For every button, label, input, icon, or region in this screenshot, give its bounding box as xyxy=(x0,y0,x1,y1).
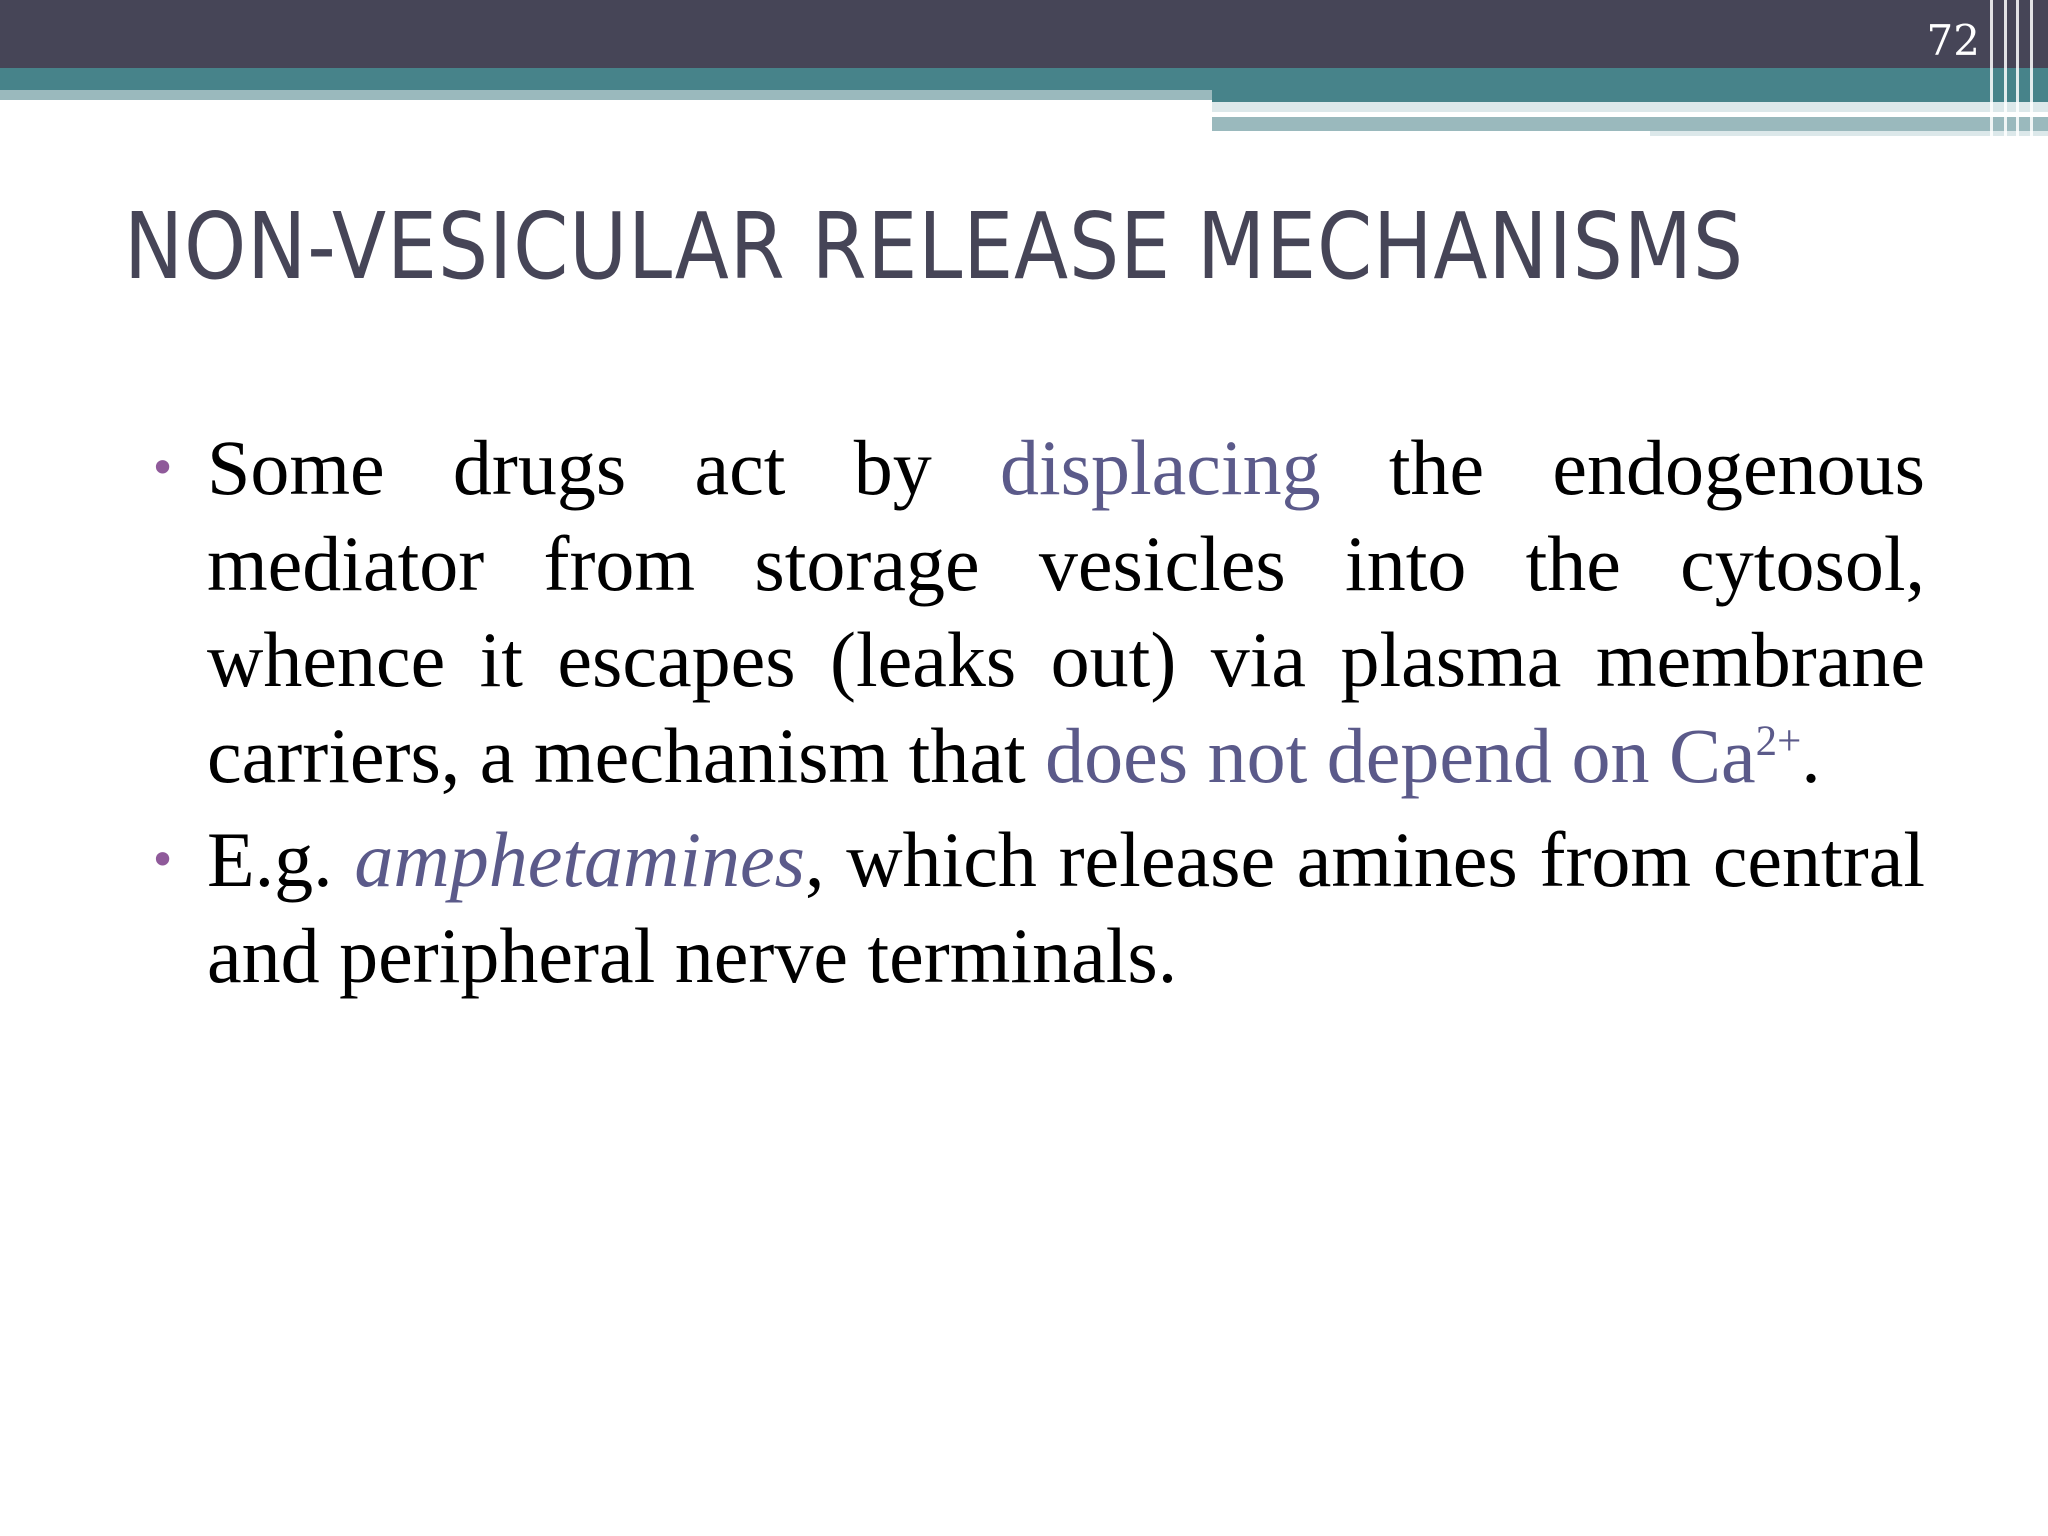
header-stripe xyxy=(2030,0,2033,136)
bullet-1-text-2: the endogenous mediator from storage vesicles into the cytosol, whence it escapes (leaks out) via plasma membrane carriers, a mechanism that xyxy=(207,424,1925,799)
bullet-item-2 xyxy=(145,812,1925,1004)
bullet-1-highlight-text: does not depend on Ca xyxy=(1045,712,1756,799)
bullet-icon: • xyxy=(149,441,177,495)
header-bar-light-left xyxy=(0,90,1212,100)
bullet-1-highlight-calcium xyxy=(1045,712,1801,799)
slide-body xyxy=(145,420,1925,1012)
bullet-icon: • xyxy=(149,833,177,887)
bullet-2-text-1: E.g. xyxy=(207,816,355,903)
header-stripe xyxy=(2004,0,2007,136)
header-stripe xyxy=(1990,0,1993,136)
header-stripe xyxy=(2016,0,2019,136)
bullet-1-highlight-displacing: displacing xyxy=(999,424,1321,511)
header-bar-light-right-lower xyxy=(1212,117,2048,131)
slide-title: NON-VESICULAR RELEASE MECHANISMS xyxy=(124,193,1744,300)
bullet-2-text-2: , which release amines from central and peripheral nerve terminals. xyxy=(207,816,1925,999)
header-divider-line-lower xyxy=(1650,131,2048,136)
calcium-charge-superscript: 2+ xyxy=(1755,718,1802,765)
header-bar-teal xyxy=(0,68,2048,90)
header-bar-teal-right xyxy=(1212,90,2048,102)
header-bar-light-right xyxy=(1212,102,2048,112)
slide-number: 72 xyxy=(1926,16,1980,65)
header-bar-dark xyxy=(0,0,2048,68)
bullet-1-text-1: Some drugs act by xyxy=(207,424,1000,511)
bullet-2-highlight-amphetamines: amphetamines xyxy=(354,816,805,903)
bullet-item-1 xyxy=(145,420,1925,804)
bullet-list xyxy=(145,420,1925,1004)
bullet-1-text-3: . xyxy=(1801,712,1821,799)
